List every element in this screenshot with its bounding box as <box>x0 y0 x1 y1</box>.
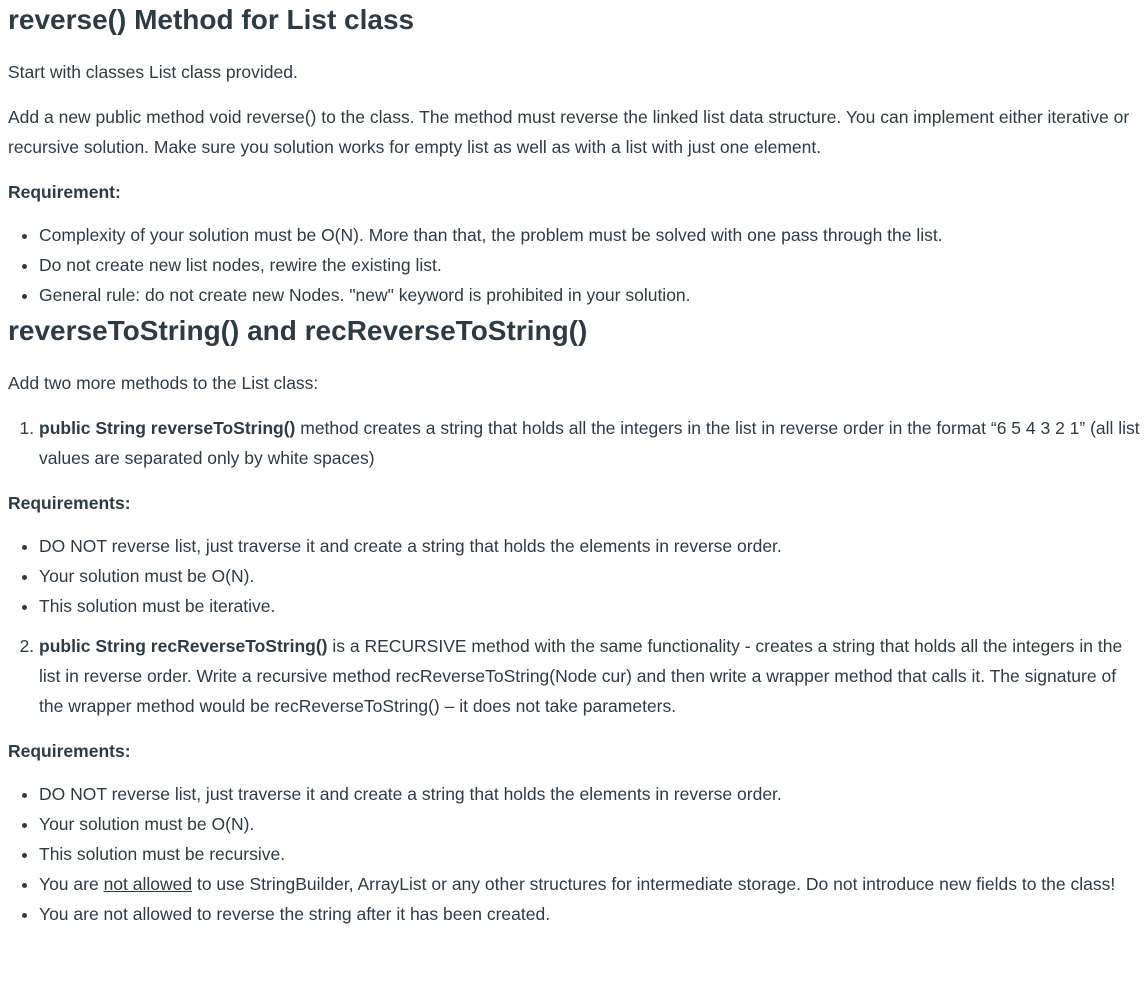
method-list-2 <box>8 631 1140 721</box>
list-item: • Complexity of your solution must be O(N). More than that, the problem must be solved with one pass through the list. <box>39 220 1140 250</box>
method-description: method creates a string that holds all the integers in the list in reverse order in the format “6 5 4 3 2 1” (all list values are separated only by white spaces) <box>39 418 1140 468</box>
list-item: • DO NOT reverse list, just traverse it and create a string that holds the elements in reverse order. <box>39 531 1140 561</box>
section-title-reverse: reverse() Method for List class <box>8 4 415 35</box>
section-title-reverse-to-string: reverseToString() and recReverseToString() <box>8 315 588 346</box>
requirement-list <box>8 220 1140 310</box>
list-item: • Your solution must be O(N). <box>39 809 1140 839</box>
list-item: • This solution must be iterative. <box>39 591 1140 621</box>
list-item: • Your solution must be O(N). <box>39 561 1140 591</box>
description-paragraph: Add a new public method void reverse() to the class. The method must reverse the linked list data structure. You can implement either iterative or recursive solution. Make sure you solution works for empty list as well as with a list with just one element. <box>8 107 1130 157</box>
rule-prefix: You are <box>39 874 104 894</box>
intro-paragraph: Start with classes List class provided. <box>8 62 298 82</box>
list-item: • Do not create new list nodes, rewire the existing list. <box>39 250 1140 280</box>
requirements-label-recursive: Requirements: <box>8 741 131 761</box>
requirement-label: Requirement: <box>8 182 121 202</box>
list-item: • General rule: do not create new Nodes. "new" keyword is prohibited in your solution. <box>39 280 1140 310</box>
rule-emphasis: not allowed <box>103 874 193 894</box>
requirements-list-iterative <box>8 531 1140 621</box>
requirements-label-iterative: Requirements: <box>8 493 131 513</box>
list-item <box>39 869 1140 899</box>
list-item: • This solution must be recursive. <box>39 839 1140 869</box>
method-signature: public String recReverseToString() <box>39 636 328 656</box>
method-list-1 <box>8 413 1140 473</box>
method-item-rec-reverse-to-string <box>39 631 1140 721</box>
methods-intro-paragraph: Add two more methods to the List class: <box>8 373 319 393</box>
rule-suffix: to use StringBuilder, ArrayList or any other structures for intermediate storage. Do not introduce new fields to the class! <box>192 874 1116 894</box>
requirements-list-recursive <box>8 779 1140 929</box>
method-signature: public String reverseToString() <box>39 418 296 438</box>
method-description: is a RECURSIVE method with the same functionality - creates a string that holds all the integers in the list in reverse order. Write a recursive method recReverseToString(Node cur) and then write a wrapper method that calls it. The signature of the wrapper method would be recReverseToString() – it does not take parameters. <box>39 636 1123 716</box>
method-item-reverse-to-string <box>39 413 1140 473</box>
list-item: • You are not allowed to reverse the string after it has been created. <box>39 899 1140 929</box>
list-item: • DO NOT reverse list, just traverse it and create a string that holds the elements in reverse order. <box>39 779 1140 809</box>
